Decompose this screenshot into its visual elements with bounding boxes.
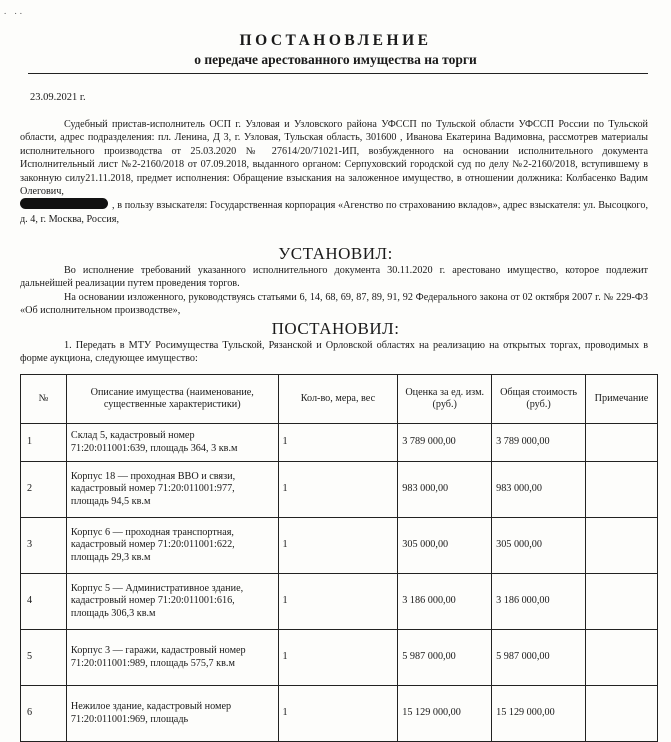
row-quantity: 1 xyxy=(278,630,398,686)
header-quantity: Кол-во, мера, вес xyxy=(278,375,398,424)
row-description: Корпус 18 — проходная ВВО и связи, кадастровый номер 71:20:011001:977, площадь 94,5 кв.м xyxy=(66,462,278,518)
row-quantity: 1 xyxy=(278,686,398,742)
property-table xyxy=(20,374,658,742)
document-title: ПОСТАНОВЛЕНИЕ xyxy=(239,32,432,49)
header-num: № xyxy=(21,375,67,424)
row-unit-price: 305 000,00 xyxy=(398,518,492,574)
row-note xyxy=(585,518,657,574)
decided-heading: ПОСТАНОВИЛ: xyxy=(271,319,400,338)
row-total: 305 000,00 xyxy=(492,518,586,574)
table-row xyxy=(21,574,658,630)
row-num: 5 xyxy=(21,630,67,686)
intro-text-part1: Судебный пристав-исполнитель ОСП г. Узловая и Узловского района УФССП по Тульской области УФССП России по Тульской области, адрес подразделения: пл. Ленина, Д 3, г. Узловая, Тульская область, 301600 , Иванова Екатерина Вадимовна, рассмотрев материалы исполнительного производства от 25.03.2020 № 27614/20/71021-ИП, возбужденного на основании исполнительного документа Исполнительный лист №2-2160/2018 от 07.09.2018, выданного органом: Серпуховский городской суд по делу №2-2160/2018, вступившему в законную силу21.11.2018, предмет исполнения: Обращение взыскания на заложенное имущество, в отношении должника: Колбасенко Вадим Олегович, xyxy=(20,119,648,198)
row-unit-price: 983 000,00 xyxy=(398,462,492,518)
document-date: 23.09.2021 г. xyxy=(30,92,86,103)
row-quantity: 1 xyxy=(278,462,398,518)
row-note xyxy=(585,574,657,630)
row-description: Корпус 5 — Административное здание, кадастровый номер 71:20:011001:616, площадь 306,3 кв.м xyxy=(66,574,278,630)
header-note: Примечание xyxy=(585,375,657,424)
row-num: 1 xyxy=(21,424,67,462)
table-row xyxy=(21,518,658,574)
header-total: Общая стоимость (руб.) xyxy=(492,375,586,424)
row-total: 3 789 000,00 xyxy=(492,424,586,462)
row-note xyxy=(585,630,657,686)
row-num: 3 xyxy=(21,518,67,574)
row-total: 3 186 000,00 xyxy=(492,574,586,630)
row-unit-price: 5 987 000,00 xyxy=(398,630,492,686)
table-row xyxy=(21,462,658,518)
table-row xyxy=(21,630,658,686)
decided-paragraph-1: 1. Передать в МТУ Росимущества Тульской, Рязанской и Орловской областях на реализацию на открытых торгах, проводимых в форме аукциона, следующее имущество: xyxy=(20,340,648,365)
row-total: 5 987 000,00 xyxy=(492,630,586,686)
row-description: Корпус 6 — проходная транспортная, кадастровый номер 71:20:011001:622, площадь 29,3 кв.м xyxy=(66,518,278,574)
header-unit-price: Оценка за ед. изм. (руб.) xyxy=(398,375,492,424)
established-heading: УСТАНОВИЛ: xyxy=(278,244,393,263)
row-total: 983 000,00 xyxy=(492,462,586,518)
row-num: 2 xyxy=(21,462,67,518)
table-header-row xyxy=(21,375,658,424)
header-description: Описание имущества (наименование, существенные характеристики) xyxy=(66,375,278,424)
row-description: Склад 5, кадастровый номер 71:20:011001:639, площадь 364, 3 кв.м xyxy=(66,424,278,462)
row-total: 15 129 000,00 xyxy=(492,686,586,742)
established-paragraph-2: На основании изложенного, руководствуясь статьями 6, 14, 68, 69, 87, 89, 91, 92 Федерального закона от 02 октября 2007 г. № 229-ФЗ «Об исполнительном производстве», xyxy=(20,292,648,317)
scan-marks: . .. xyxy=(4,6,25,16)
intro-text-part2: , в пользу взыскателя: Государственная корпорация «Агенство по страхованию вкладов», адрес взыскателя: ул. Высоцкого, д. 4, г. Москва, Россия, xyxy=(20,200,648,225)
row-description: Корпус 3 — гаражи, кадастровый номер 71:20:011001:989, площадь 575,7 кв.м xyxy=(66,630,278,686)
document-subtitle: о передаче арестованного имущества на торги xyxy=(194,52,477,67)
row-note xyxy=(585,462,657,518)
row-note xyxy=(585,424,657,462)
established-paragraph-1: Во исполнение требований указанного исполнительного документа 30.11.2020 г. арестовано имущество, которое подлежит дальнейшей реализации путем проведения торгов. xyxy=(20,265,648,290)
redaction-mark xyxy=(20,198,108,209)
row-quantity: 1 xyxy=(278,574,398,630)
row-num: 6 xyxy=(21,686,67,742)
row-quantity: 1 xyxy=(278,518,398,574)
row-quantity: 1 xyxy=(278,424,398,462)
row-unit-price: 3 186 000,00 xyxy=(398,574,492,630)
row-unit-price: 3 789 000,00 xyxy=(398,424,492,462)
row-note xyxy=(585,686,657,742)
title-divider xyxy=(28,73,648,74)
table-row xyxy=(21,686,658,742)
table-row xyxy=(21,424,658,462)
row-unit-price: 15 129 000,00 xyxy=(398,686,492,742)
row-num: 4 xyxy=(21,574,67,630)
row-description: Нежилое здание, кадастровый номер 71:20:011001:969, площадь xyxy=(66,686,278,742)
intro-paragraph xyxy=(20,118,648,226)
